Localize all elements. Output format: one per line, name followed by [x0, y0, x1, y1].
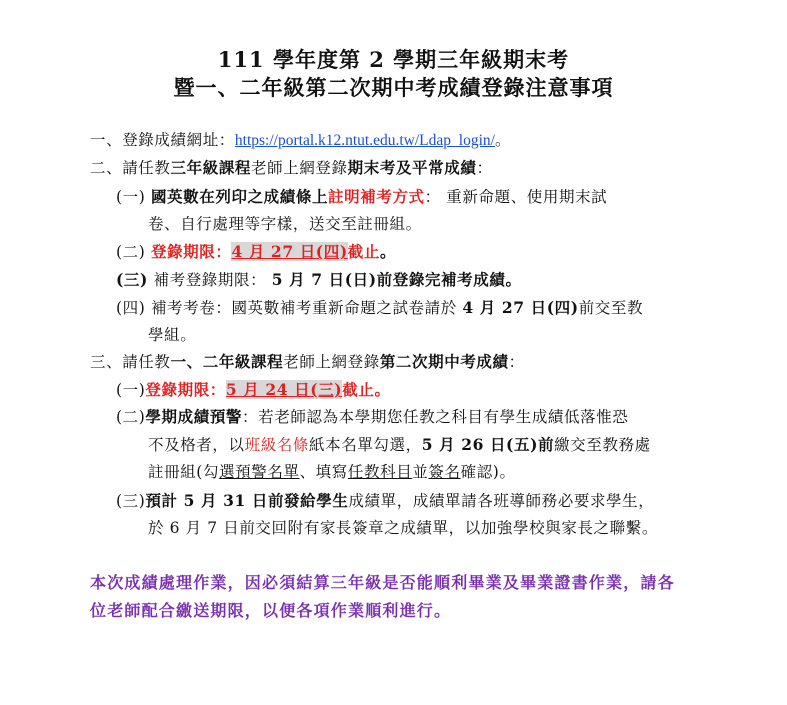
s2-i2-period: 。: [379, 242, 397, 261]
s2-i1-text-a: 國英數在列印之成績條上: [150, 187, 329, 206]
s2-i3-deadline: 5 月 7 日(日)前登錄完補考成績。: [271, 270, 522, 289]
s3-i1-period: 。: [374, 380, 391, 399]
s2-i2-label: 登錄期限：: [150, 242, 232, 261]
s3-i2-class-list: 班級名條: [244, 436, 310, 454]
s3-i2-subject: 任教科目: [347, 463, 413, 481]
s2-text-1: 二、請任教: [90, 159, 171, 177]
s3-i2-l3a: 註冊組(勾: [148, 463, 220, 481]
s3-i2-l2e: 繳交至教務處: [554, 436, 651, 454]
s2-item-1-cont: 卷、自行處理等字樣，送交至註冊組。: [148, 215, 422, 233]
document-title-line2: 暨一、二年級第二次期中考成績登錄注意事項: [173, 75, 614, 100]
section-3-heading: [90, 350, 525, 372]
s3-grade-label: 一、二年級課程: [170, 352, 284, 371]
item-number: (二): [116, 243, 146, 261]
s2-item-4-cont: 學組。: [148, 326, 197, 344]
footer-note-line2: 位老師配合繳送期限，以便各項作業順利進行。: [90, 601, 452, 620]
s2-i2-cutoff: 截止: [347, 242, 380, 261]
s2-grade-label: 三年級課程: [170, 158, 252, 177]
s2-item-4: [116, 296, 643, 318]
s3-i2-l3e: 並: [412, 463, 429, 481]
section-2-heading: [90, 156, 493, 178]
s3-item-2-line3: [148, 460, 516, 482]
footer-note-line1: 本次成績處理作業，因必須結算三年級是否能順利畢業及畢業證書作業，請各: [90, 573, 675, 592]
item-number: (三): [116, 492, 146, 510]
section-1-suffix: 。: [494, 131, 512, 149]
s2-i1-text-c: ： 重新命題、使用期末試: [424, 188, 608, 206]
s2-i4-date: 4 月 27 日(四): [462, 298, 579, 317]
s3-i3-date: 預計 5 月 31 日前發給學生: [145, 491, 349, 510]
s3-i2-warning-list: 選預警名單: [219, 463, 300, 481]
s3-colon: ：: [508, 353, 525, 371]
s3-text-3: 老師上網登錄: [283, 353, 380, 371]
s2-i3-label: 補考登錄期限：: [153, 271, 267, 289]
section-1: [90, 128, 511, 150]
s3-i1-cutoff: 截止: [342, 380, 375, 399]
s3-i2-l2c: 紙本名單勾選，: [309, 436, 422, 454]
s3-item-3: [116, 489, 654, 511]
s3-i3-text: 成績單，成績單請各班導師務必要求學生，: [348, 492, 655, 510]
s3-i2-text: ：若老師認為本學期您任教之科目有學生成績低落惟恐: [242, 408, 629, 426]
s2-text-3: 老師上網登錄: [251, 159, 348, 177]
portal-link[interactable]: https://portal.k12.ntut.edu.tw/Ldap_login/: [234, 132, 495, 149]
s2-i1-note-method: 註明補考方式: [328, 187, 425, 206]
s3-i1-deadline: 5 月 24 日(三): [225, 380, 343, 399]
s3-i2-signature: 簽名: [428, 463, 461, 481]
s2-item-2: [116, 240, 396, 262]
s3-i2-l2a: 不及格者，以: [148, 436, 245, 454]
s3-i2-l3c: 、填寫: [299, 463, 348, 481]
item-number: (四): [116, 299, 146, 317]
s3-i1-label: 登錄期限：: [145, 380, 226, 399]
s2-i4-text-a: 補考考卷：國英數補考重新命題之試卷請於: [150, 299, 457, 317]
s2-i2-deadline: 4 月 27 日(四): [231, 242, 348, 261]
item-number: (三): [116, 270, 148, 289]
document-title-line1: 111 學年度第 2 學期三年級期末考: [217, 47, 570, 72]
s2-exam-label: 期末考及平常成績: [347, 158, 477, 177]
s3-i2-title: 學期成績預警: [145, 407, 243, 426]
s2-item-1: [116, 185, 607, 207]
item-number: (一): [116, 188, 146, 206]
s3-item-1: [116, 378, 391, 400]
s3-item-3-cont: 於 6 月 7 日前交回附有家長簽章之成績單，以加強學校與家長之聯繫。: [148, 519, 658, 537]
s3-text-1: 三、請任教: [90, 353, 171, 371]
s3-exam-label: 第二次期中考成績: [379, 352, 509, 371]
s2-item-3: [116, 268, 522, 290]
s3-item-2: [116, 405, 628, 427]
item-number: (一): [116, 381, 146, 399]
s2-i4-text-c: 前交至教: [578, 299, 644, 317]
section-1-label: 一、登錄成績網址：: [90, 131, 235, 149]
s3-i2-deadline: 5 月 26 日(五)前: [421, 435, 555, 454]
s3-i2-l3g: 確認)。: [460, 463, 516, 481]
s3-item-2-line2: [148, 433, 651, 455]
item-number: (二): [116, 408, 146, 426]
s2-colon: ：: [476, 159, 493, 177]
